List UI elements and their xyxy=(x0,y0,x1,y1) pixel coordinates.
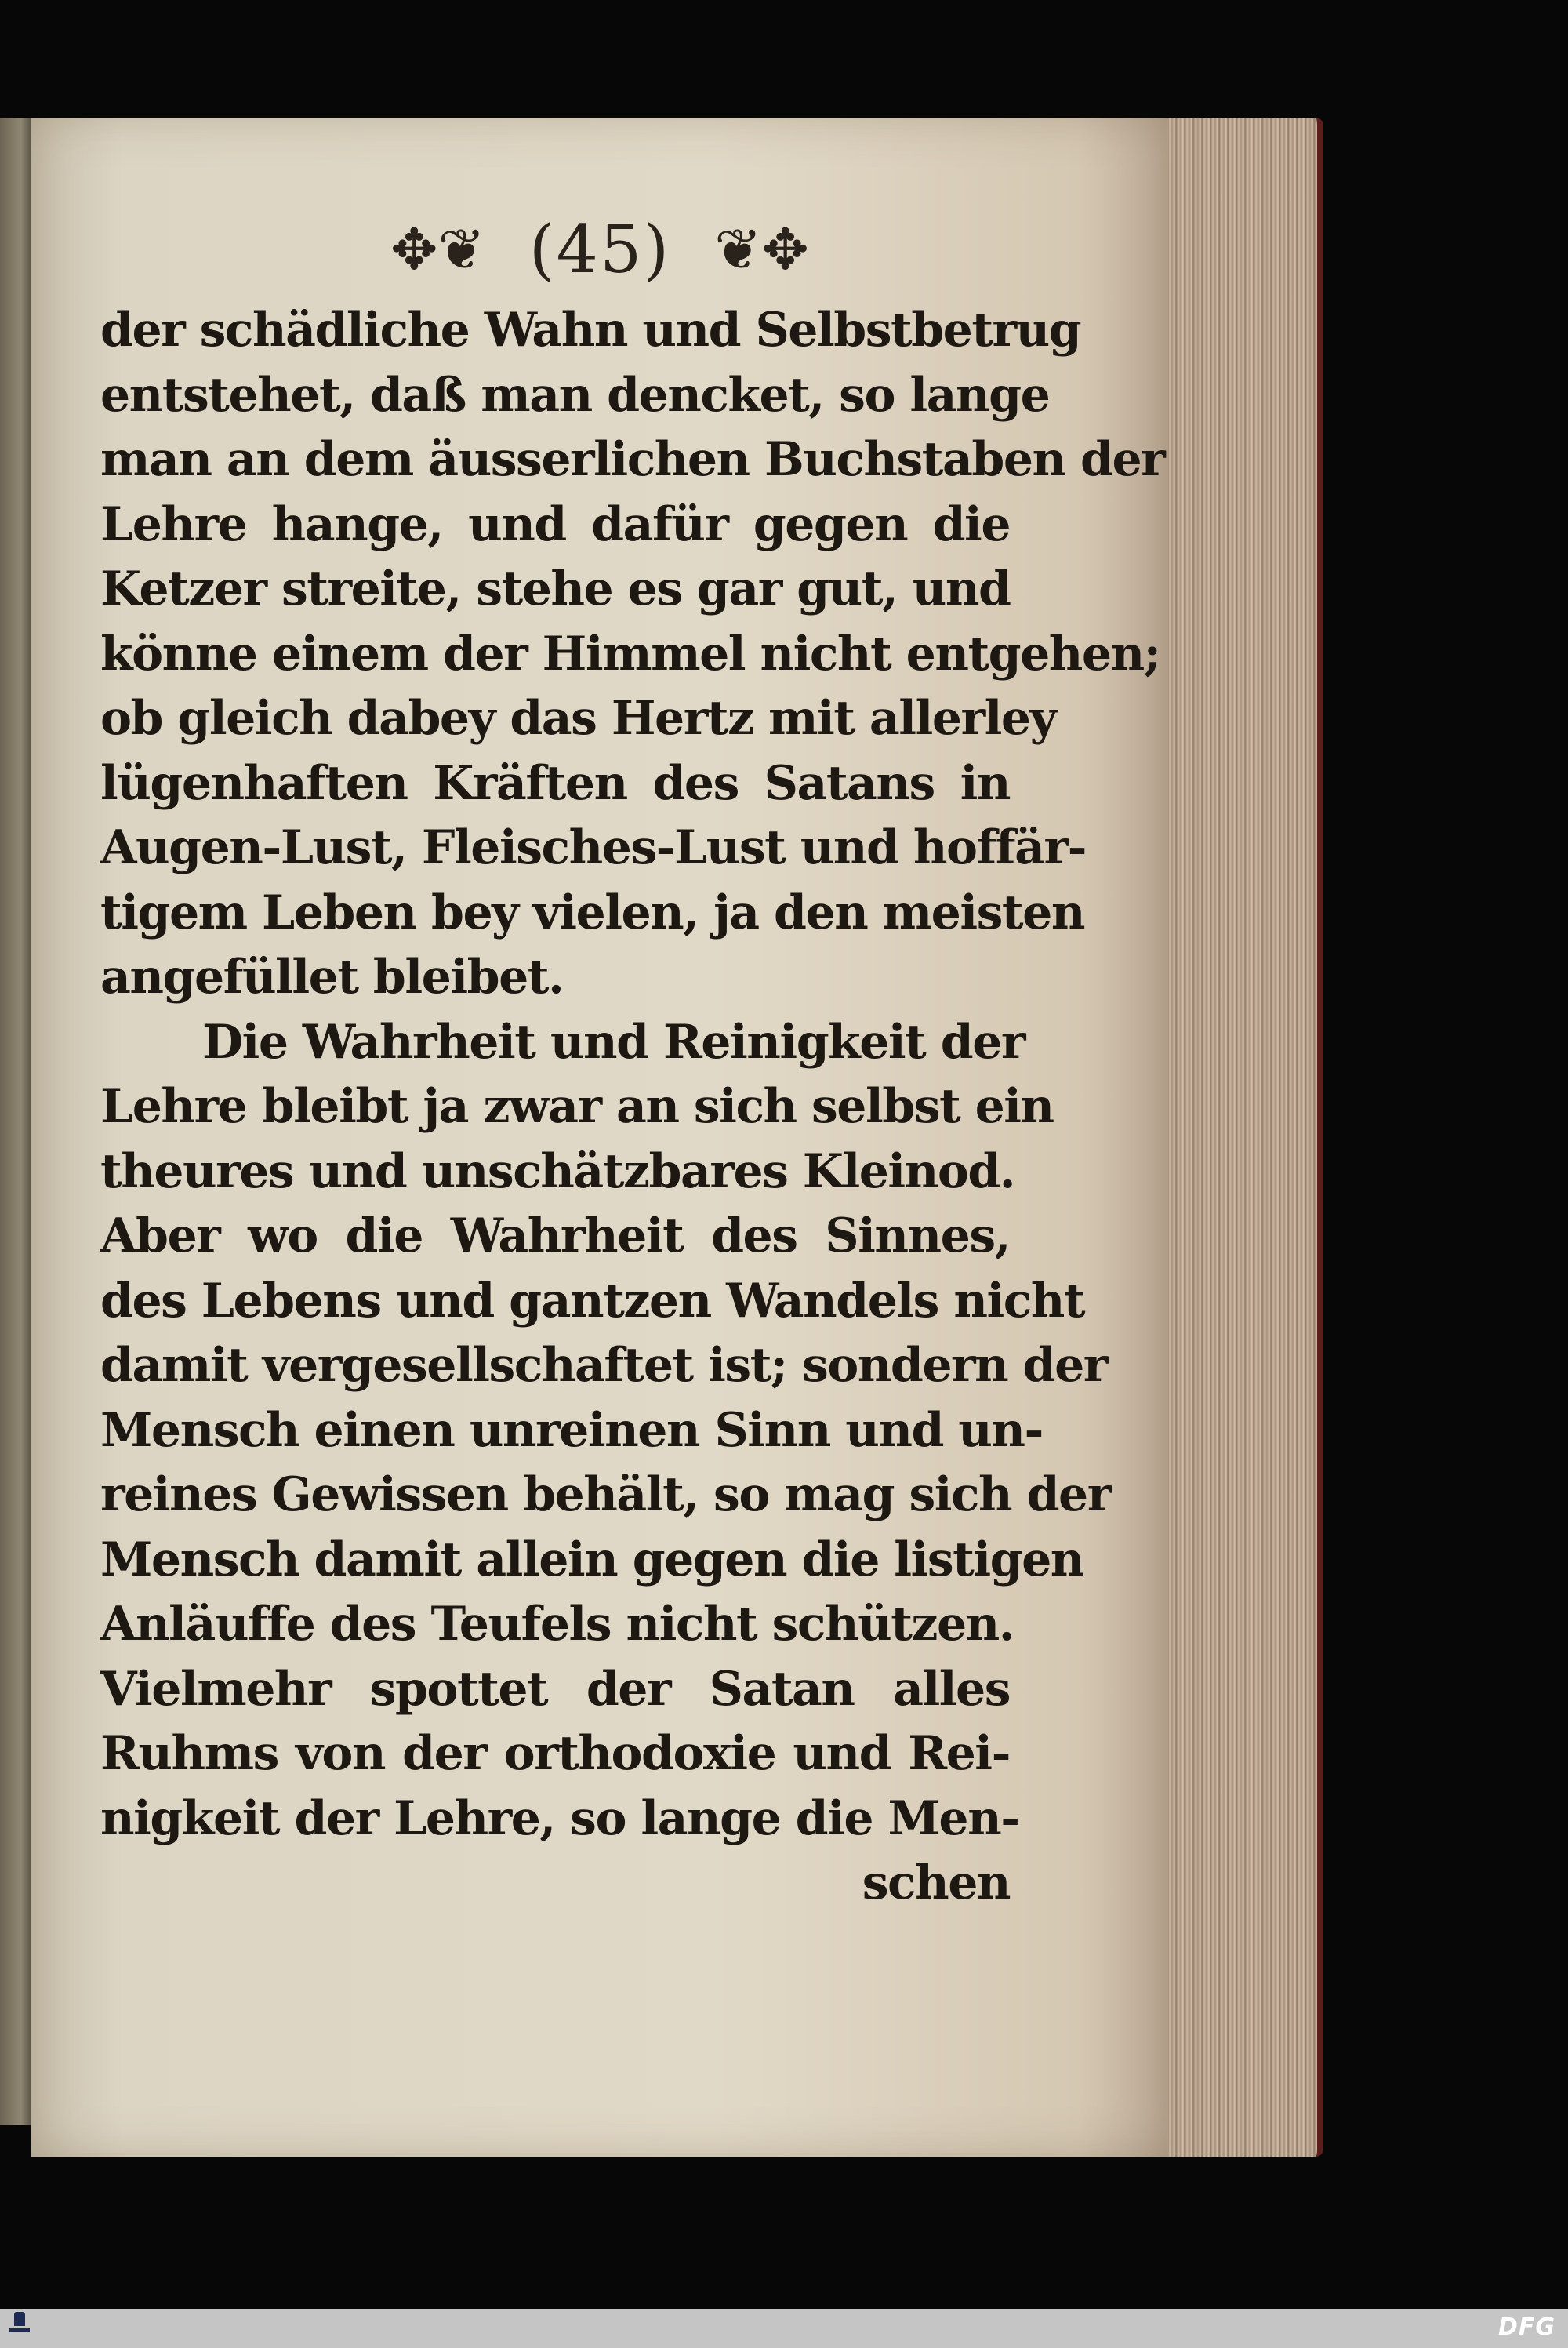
text-line: ob gleich dabey das Hertz mit allerley xyxy=(100,691,1056,746)
text-line: Vielmehr spottet der Satan alles xyxy=(100,1661,1010,1717)
book-page xyxy=(31,118,1168,2157)
text-line: lügenhaften Kräften des Satans in xyxy=(100,755,1010,811)
dfg-logo: DFG xyxy=(1497,2313,1555,2341)
text-line: theures und unschätzbares Kleinod. xyxy=(100,1143,1015,1199)
text-line: man an dem äusserlichen Buchstaben der xyxy=(100,432,1165,487)
text-line: reines Gewissen behält, so mag sich der xyxy=(100,1467,1111,1522)
text-line: Aber wo die Wahrheit des Sinnes, xyxy=(100,1209,1010,1263)
text-line: entstehet, daß man dencket, so lange xyxy=(100,367,1050,423)
text-line: angefüllet bleibet. xyxy=(100,950,564,1005)
text-line: Die Wahrheit und Reinigkeit der xyxy=(202,1014,1025,1070)
text-line: Anläuffe des Teufels nicht schützen. xyxy=(100,1597,1014,1652)
text-line: Lehre bleibt ja zwar an sich selbst ein xyxy=(100,1079,1054,1134)
francke-foundation-icon xyxy=(8,2312,31,2343)
text-line: der schädliche Wahn und Selbstbetrug xyxy=(100,303,1081,358)
text-line: Ketzer streite, stehe es gar gut, und xyxy=(100,562,1011,616)
page-number: (45) xyxy=(528,211,671,288)
text-line: Ruhms von der orthodoxie und Rei- xyxy=(100,1726,1010,1781)
text-line: Mensch damit allein gegen die listigen xyxy=(100,1532,1083,1587)
ornament-left-icon: ✥❦ xyxy=(390,216,485,282)
text-line: könne einem der Himmel nicht entgehen; xyxy=(100,626,1160,682)
text-line: Augen-Lust, Fleisches-Lust und hoffär- xyxy=(100,820,1086,875)
page-stack-edge xyxy=(1152,118,1323,2157)
text-line: des Lebens und gantzen Wandels nicht xyxy=(100,1273,1085,1328)
page-header xyxy=(31,202,1168,296)
text-line: nigkeit der Lehre, so lange die Men- xyxy=(100,1790,1019,1846)
text-line: Mensch einen unreinen Sinn und un- xyxy=(100,1402,1043,1458)
body-text xyxy=(100,298,1165,1916)
ornament-right-icon: ❦✥ xyxy=(714,216,809,282)
viewer-footer xyxy=(0,2309,1568,2348)
text-line: Lehre hange, und dafür gegen die xyxy=(100,496,1010,552)
catchword: schen xyxy=(862,1856,1010,1910)
text-line: damit vergesellschaftet ist; sondern der xyxy=(100,1338,1107,1393)
text-line: tigem Leben bey vielen, ja den meisten xyxy=(100,885,1084,940)
